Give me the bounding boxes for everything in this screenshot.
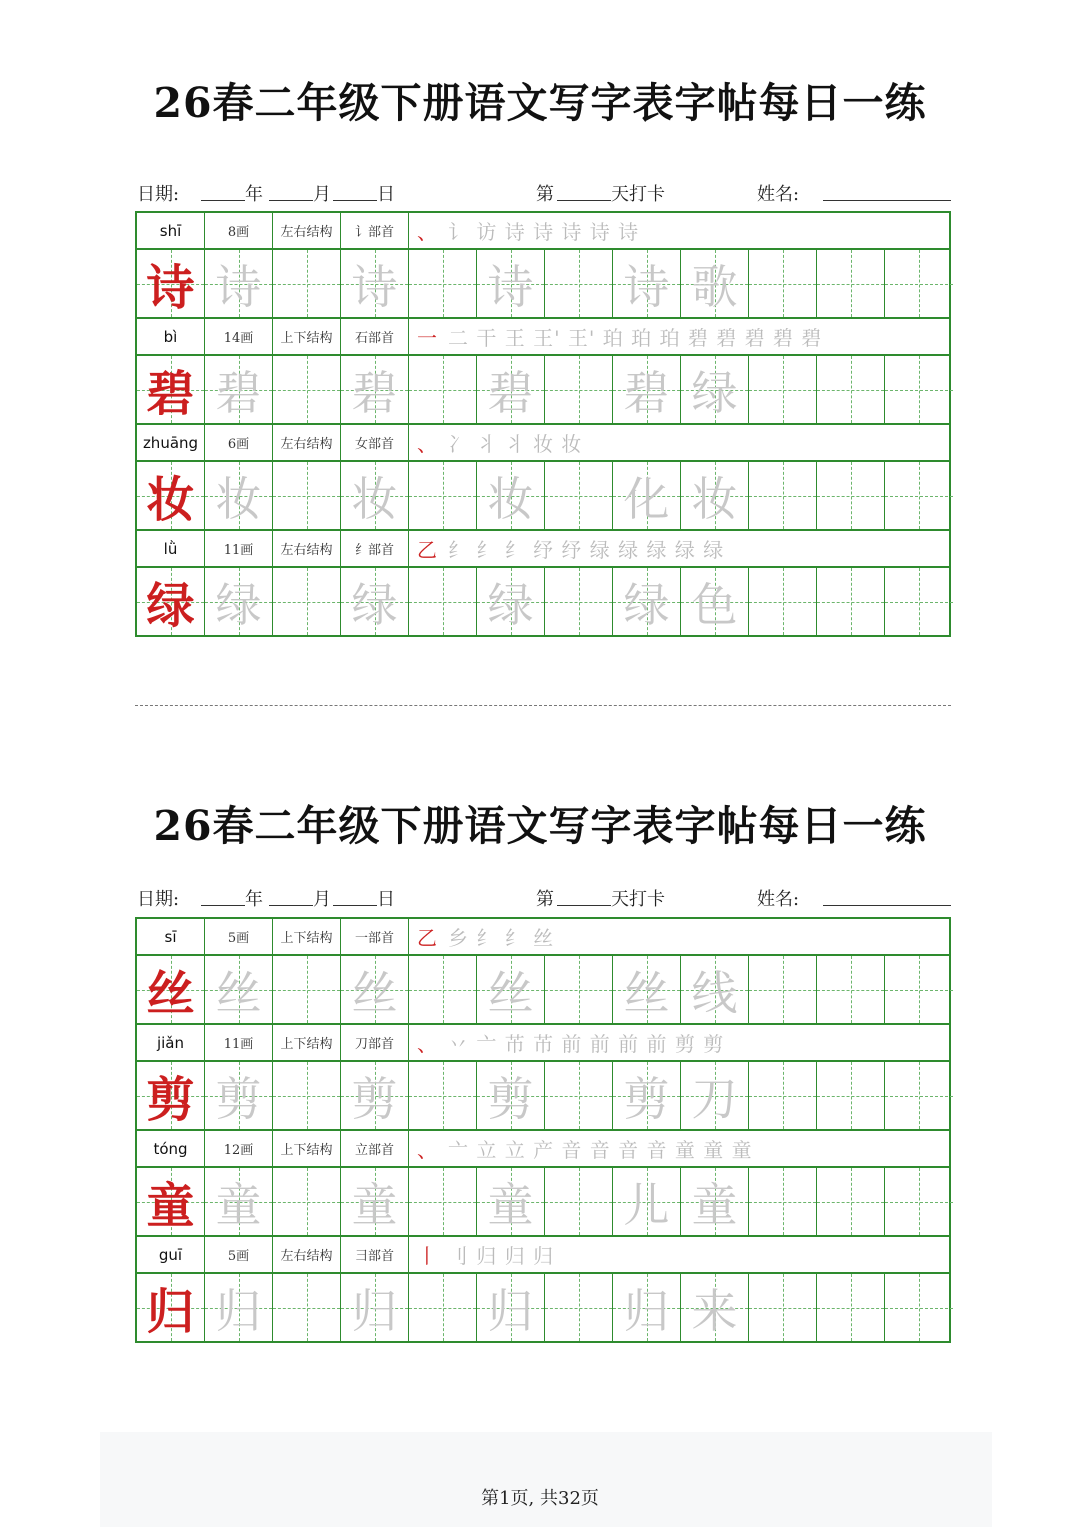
practice-cell[interactable] bbox=[409, 1062, 477, 1129]
stroke-count-cell: 12画 bbox=[205, 1131, 273, 1166]
practice-cell[interactable] bbox=[885, 1062, 953, 1129]
practice-cell[interactable] bbox=[817, 1062, 885, 1129]
practice-cell[interactable] bbox=[477, 462, 545, 529]
practice-cell[interactable] bbox=[409, 1168, 477, 1235]
radical-cell: 讠部首 bbox=[341, 213, 409, 248]
stroke-order-sequence: 冫 丬 丬 妆 妆 bbox=[448, 432, 583, 456]
practice-cell[interactable] bbox=[817, 356, 885, 423]
trace-char: 碧 bbox=[487, 365, 534, 420]
tian-grid-row bbox=[137, 1062, 949, 1131]
day-blank[interactable] bbox=[333, 889, 377, 906]
radical-cell: 立部首 bbox=[341, 1131, 409, 1166]
practice-cell[interactable] bbox=[885, 956, 953, 1023]
radical-cell: 刀部首 bbox=[341, 1025, 409, 1060]
practice-cell[interactable] bbox=[885, 250, 953, 317]
checkin-suffix: 天打卡 bbox=[611, 889, 665, 910]
practice-sheet bbox=[135, 211, 951, 637]
checkin-prefix: 第 bbox=[536, 184, 554, 205]
stroke-order bbox=[409, 425, 949, 460]
first-stroke: 、 bbox=[417, 1032, 438, 1056]
stroke-order-sequence: 丷 亠 芇 芇 前 前 前 前 剪 剪 bbox=[448, 1032, 725, 1056]
tian-grid-row bbox=[137, 1168, 949, 1237]
year-blank[interactable] bbox=[201, 184, 245, 201]
stroke-order-sequence: 二 干 王 王' 王' 珀 珀 珀 碧 碧 碧 碧 碧 bbox=[448, 326, 823, 350]
char-info-row bbox=[137, 1131, 949, 1168]
trace-char: 妆 bbox=[351, 471, 398, 526]
practice-cell[interactable] bbox=[477, 956, 545, 1023]
checkin-prefix: 第 bbox=[536, 889, 554, 910]
practice-cell[interactable] bbox=[885, 568, 953, 635]
trace-char: 归 bbox=[623, 1283, 670, 1338]
practice-cell[interactable] bbox=[409, 956, 477, 1023]
page-title: 26春二年级下册语文写字表字帖每日一练 bbox=[153, 79, 927, 127]
trace-char: 丝 bbox=[215, 965, 262, 1020]
trace-char: 碧 bbox=[351, 365, 398, 420]
first-stroke: 、 bbox=[417, 1138, 438, 1162]
model-char: 绿 bbox=[146, 578, 195, 634]
char-info-row bbox=[137, 919, 949, 956]
practice-cell[interactable] bbox=[749, 568, 817, 635]
practice-cell[interactable] bbox=[885, 356, 953, 423]
footer-band bbox=[100, 1432, 992, 1527]
stroke-order-sequence: 乡 纟 纟 丝 bbox=[448, 926, 555, 950]
char-info-row bbox=[137, 213, 949, 250]
structure-cell: 上下结构 bbox=[273, 1025, 341, 1060]
trace-char: 归 bbox=[351, 1283, 398, 1338]
trace-char: 碧 bbox=[215, 365, 262, 420]
stroke-count-cell: 5画 bbox=[205, 919, 273, 954]
trace-char: 碧 bbox=[623, 365, 670, 420]
checkin-suffix: 天打卡 bbox=[611, 184, 665, 205]
checkin-blank[interactable] bbox=[557, 184, 611, 201]
practice-cell[interactable] bbox=[885, 462, 953, 529]
trace-char: 剪 bbox=[623, 1071, 670, 1126]
practice-cell[interactable] bbox=[749, 462, 817, 529]
char-info-row bbox=[137, 1237, 949, 1274]
practice-cell[interactable] bbox=[545, 956, 613, 1023]
model-char: 剪 bbox=[146, 1072, 195, 1128]
model-char: 童 bbox=[146, 1178, 195, 1234]
section-divider bbox=[135, 705, 951, 706]
tian-grid-row bbox=[137, 356, 949, 425]
practice-cell[interactable] bbox=[681, 568, 749, 635]
radical-cell: 女部首 bbox=[341, 425, 409, 460]
pinyin-cell: sī bbox=[137, 919, 205, 954]
stroke-order-sequence: 讠 访 诗 诗 诗 诗 诗 bbox=[448, 220, 640, 244]
trace-char: 绿 bbox=[215, 577, 262, 632]
radical-cell: 一部首 bbox=[341, 919, 409, 954]
year-label: 年 bbox=[245, 184, 263, 205]
practice-cell[interactable] bbox=[205, 250, 273, 317]
practice-cell[interactable] bbox=[273, 356, 341, 423]
structure-cell: 上下结构 bbox=[273, 919, 341, 954]
stroke-order bbox=[409, 1237, 949, 1272]
year-blank[interactable] bbox=[201, 889, 245, 906]
practice-cell[interactable] bbox=[681, 956, 749, 1023]
trace-char: 绿 bbox=[487, 577, 534, 632]
practice-cell[interactable] bbox=[409, 356, 477, 423]
practice-cell[interactable] bbox=[681, 462, 749, 529]
practice-cell[interactable] bbox=[273, 462, 341, 529]
trace-char: 妆 bbox=[691, 471, 738, 526]
practice-cell[interactable] bbox=[749, 956, 817, 1023]
day-label: 日 bbox=[377, 184, 395, 205]
stroke-count-cell: 6画 bbox=[205, 425, 273, 460]
practice-cell[interactable] bbox=[681, 1168, 749, 1235]
tian-grid-row bbox=[137, 568, 949, 637]
practice-cell[interactable] bbox=[341, 1274, 409, 1341]
practice-cell[interactable] bbox=[205, 1062, 273, 1129]
month-label: 月 bbox=[313, 889, 331, 910]
trace-char: 刀 bbox=[691, 1071, 738, 1126]
model-char-cell bbox=[137, 956, 205, 1023]
practice-cell[interactable] bbox=[613, 1062, 681, 1129]
stroke-count-cell: 11画 bbox=[205, 531, 273, 566]
pinyin-cell: bì bbox=[137, 319, 205, 354]
char-info-row bbox=[137, 531, 949, 568]
practice-cell[interactable] bbox=[409, 1274, 477, 1341]
practice-cell[interactable] bbox=[273, 568, 341, 635]
trace-char: 归 bbox=[487, 1283, 534, 1338]
trace-char: 丝 bbox=[487, 965, 534, 1020]
practice-cell[interactable] bbox=[613, 1274, 681, 1341]
structure-cell: 左右结构 bbox=[273, 425, 341, 460]
name-blank[interactable] bbox=[823, 184, 951, 201]
structure-cell: 上下结构 bbox=[273, 1131, 341, 1166]
practice-cell[interactable] bbox=[613, 462, 681, 529]
practice-cell[interactable] bbox=[477, 250, 545, 317]
trace-char: 童 bbox=[215, 1177, 262, 1232]
practice-cell[interactable] bbox=[205, 462, 273, 529]
practice-cell[interactable] bbox=[749, 1062, 817, 1129]
structure-cell: 左右结构 bbox=[273, 1237, 341, 1272]
char-info-row bbox=[137, 319, 949, 356]
model-char: 碧 bbox=[146, 366, 195, 422]
practice-cell[interactable] bbox=[545, 356, 613, 423]
trace-char: 剪 bbox=[351, 1071, 398, 1126]
practice-cell[interactable] bbox=[817, 956, 885, 1023]
radical-cell: 纟部首 bbox=[341, 531, 409, 566]
practice-cell[interactable] bbox=[205, 568, 273, 635]
practice-cell[interactable] bbox=[341, 1168, 409, 1235]
practice-cell[interactable] bbox=[409, 250, 477, 317]
stroke-count-cell: 11画 bbox=[205, 1025, 273, 1060]
trace-char: 童 bbox=[487, 1177, 534, 1232]
practice-cell[interactable] bbox=[885, 1168, 953, 1235]
practice-cell[interactable] bbox=[341, 250, 409, 317]
model-char-cell bbox=[137, 462, 205, 529]
trace-char: 丝 bbox=[351, 965, 398, 1020]
practice-cell[interactable] bbox=[613, 356, 681, 423]
model-char: 妆 bbox=[146, 472, 195, 528]
header-fields bbox=[137, 180, 952, 206]
char-info-row bbox=[137, 1025, 949, 1062]
date-label: 日期: bbox=[137, 184, 180, 205]
name-blank[interactable] bbox=[823, 889, 951, 906]
practice-cell[interactable] bbox=[545, 250, 613, 317]
pinyin-cell: lǜ bbox=[137, 531, 205, 566]
trace-char: 绿 bbox=[351, 577, 398, 632]
stroke-count-cell: 14画 bbox=[205, 319, 273, 354]
name-label: 姓名: bbox=[757, 184, 800, 205]
stroke-order-sequence: 刂 归 归 归 bbox=[448, 1244, 555, 1268]
practice-cell[interactable] bbox=[817, 250, 885, 317]
header-fields bbox=[137, 885, 952, 911]
practice-cell[interactable] bbox=[681, 250, 749, 317]
checkin-blank[interactable] bbox=[557, 889, 611, 906]
structure-cell: 左右结构 bbox=[273, 531, 341, 566]
practice-cell[interactable] bbox=[341, 568, 409, 635]
tian-grid-row bbox=[137, 462, 949, 531]
pinyin-cell: tóng bbox=[137, 1131, 205, 1166]
first-stroke: 一 bbox=[417, 326, 438, 350]
practice-cell[interactable] bbox=[341, 956, 409, 1023]
practice-cell[interactable] bbox=[477, 1168, 545, 1235]
trace-char: 线 bbox=[691, 965, 738, 1020]
structure-cell: 上下结构 bbox=[273, 319, 341, 354]
practice-cell[interactable] bbox=[749, 356, 817, 423]
stroke-count-cell: 8画 bbox=[205, 213, 273, 248]
practice-cell[interactable] bbox=[477, 1062, 545, 1129]
first-stroke: 乙 bbox=[417, 538, 438, 562]
practice-cell[interactable] bbox=[205, 1274, 273, 1341]
day-blank[interactable] bbox=[333, 184, 377, 201]
trace-char: 诗 bbox=[215, 259, 262, 314]
first-stroke: 乙 bbox=[417, 926, 438, 950]
tian-grid-row bbox=[137, 250, 949, 319]
practice-sheet bbox=[135, 917, 951, 1343]
practice-cell[interactable] bbox=[273, 1274, 341, 1341]
page-title: 26春二年级下册语文写字表字帖每日一练 bbox=[153, 802, 927, 850]
trace-char: 化 bbox=[623, 471, 670, 526]
practice-cell[interactable] bbox=[273, 956, 341, 1023]
practice-cell[interactable] bbox=[273, 1168, 341, 1235]
practice-cell[interactable] bbox=[341, 1062, 409, 1129]
stroke-order bbox=[409, 1131, 949, 1166]
practice-cell[interactable] bbox=[749, 1274, 817, 1341]
practice-cell[interactable] bbox=[341, 462, 409, 529]
first-stroke: 丨 bbox=[417, 1244, 438, 1268]
practice-cell[interactable] bbox=[477, 568, 545, 635]
pinyin-cell: guī bbox=[137, 1237, 205, 1272]
model-char: 丝 bbox=[146, 966, 195, 1022]
structure-cell: 左右结构 bbox=[273, 213, 341, 248]
practice-cell[interactable] bbox=[273, 1062, 341, 1129]
practice-cell[interactable] bbox=[205, 1168, 273, 1235]
trace-char: 绿 bbox=[691, 365, 738, 420]
name-label: 姓名: bbox=[757, 889, 800, 910]
practice-cell[interactable] bbox=[613, 568, 681, 635]
practice-cell[interactable] bbox=[205, 956, 273, 1023]
practice-cell[interactable] bbox=[205, 356, 273, 423]
date-label: 日期: bbox=[137, 889, 180, 910]
tian-grid-row bbox=[137, 956, 949, 1025]
page-footer: 第1页, 共32页 bbox=[481, 1488, 599, 1509]
trace-char: 来 bbox=[691, 1283, 738, 1338]
practice-cell[interactable] bbox=[817, 568, 885, 635]
trace-char: 童 bbox=[691, 1177, 738, 1232]
trace-char: 妆 bbox=[215, 471, 262, 526]
model-char-cell bbox=[137, 250, 205, 317]
first-stroke: 、 bbox=[417, 432, 438, 456]
practice-cell[interactable] bbox=[681, 356, 749, 423]
radical-cell: 石部首 bbox=[341, 319, 409, 354]
stroke-order bbox=[409, 213, 949, 248]
pinyin-cell: zhuāng bbox=[137, 425, 205, 460]
practice-cell[interactable] bbox=[749, 1168, 817, 1235]
trace-char: 剪 bbox=[487, 1071, 534, 1126]
trace-char: 丝 bbox=[623, 965, 670, 1020]
practice-cell[interactable] bbox=[477, 1274, 545, 1341]
month-label: 月 bbox=[313, 184, 331, 205]
model-char-cell bbox=[137, 1274, 205, 1341]
day-label: 日 bbox=[377, 889, 395, 910]
practice-cell[interactable] bbox=[545, 568, 613, 635]
practice-cell[interactable] bbox=[545, 1168, 613, 1235]
practice-cell[interactable] bbox=[613, 1168, 681, 1235]
trace-char: 歌 bbox=[691, 259, 738, 314]
trace-char: 诗 bbox=[487, 259, 534, 314]
practice-cell[interactable] bbox=[885, 1274, 953, 1341]
month-blank[interactable] bbox=[269, 184, 313, 201]
pinyin-cell: shī bbox=[137, 213, 205, 248]
trace-char: 妆 bbox=[487, 471, 534, 526]
trace-char: 剪 bbox=[215, 1071, 262, 1126]
stroke-count-cell: 5画 bbox=[205, 1237, 273, 1272]
practice-cell[interactable] bbox=[817, 462, 885, 529]
model-char: 归 bbox=[146, 1284, 195, 1340]
practice-cell[interactable] bbox=[545, 1274, 613, 1341]
practice-cell[interactable] bbox=[681, 1274, 749, 1341]
stroke-order bbox=[409, 531, 949, 566]
trace-char: 绿 bbox=[623, 577, 670, 632]
practice-cell[interactable] bbox=[409, 568, 477, 635]
model-char-cell bbox=[137, 568, 205, 635]
stroke-order bbox=[409, 919, 949, 954]
model-char: 诗 bbox=[146, 260, 195, 316]
month-blank[interactable] bbox=[269, 889, 313, 906]
pinyin-cell: jiǎn bbox=[137, 1025, 205, 1060]
model-char-cell bbox=[137, 1062, 205, 1129]
model-char-cell bbox=[137, 356, 205, 423]
trace-char: 诗 bbox=[351, 259, 398, 314]
practice-cell[interactable] bbox=[409, 462, 477, 529]
practice-cell[interactable] bbox=[545, 462, 613, 529]
trace-char: 儿 bbox=[623, 1177, 670, 1232]
practice-cell[interactable] bbox=[613, 250, 681, 317]
trace-char: 童 bbox=[351, 1177, 398, 1232]
model-char-cell bbox=[137, 1168, 205, 1235]
practice-cell[interactable] bbox=[273, 250, 341, 317]
practice-cell[interactable] bbox=[681, 1062, 749, 1129]
practice-cell[interactable] bbox=[477, 356, 545, 423]
trace-char: 诗 bbox=[623, 259, 670, 314]
practice-cell[interactable] bbox=[817, 1168, 885, 1235]
stroke-order bbox=[409, 319, 949, 354]
stroke-order-sequence: 纟 纟 纟 纾 纾 绿 绿 绿 绿 绿 bbox=[448, 538, 725, 562]
practice-cell[interactable] bbox=[613, 956, 681, 1023]
trace-char: 归 bbox=[215, 1283, 262, 1338]
year-label: 年 bbox=[245, 889, 263, 910]
char-info-row bbox=[137, 425, 949, 462]
radical-cell: 彐部首 bbox=[341, 1237, 409, 1272]
practice-cell[interactable] bbox=[817, 1274, 885, 1341]
first-stroke: 、 bbox=[417, 220, 438, 244]
practice-cell[interactable] bbox=[341, 356, 409, 423]
tian-grid-row bbox=[137, 1274, 949, 1343]
practice-cell[interactable] bbox=[545, 1062, 613, 1129]
practice-cell[interactable] bbox=[749, 250, 817, 317]
stroke-order bbox=[409, 1025, 949, 1060]
stroke-order-sequence: 亠 立 立 产 音 音 音 音 童 童 童 bbox=[448, 1138, 753, 1162]
trace-char: 色 bbox=[691, 577, 738, 632]
